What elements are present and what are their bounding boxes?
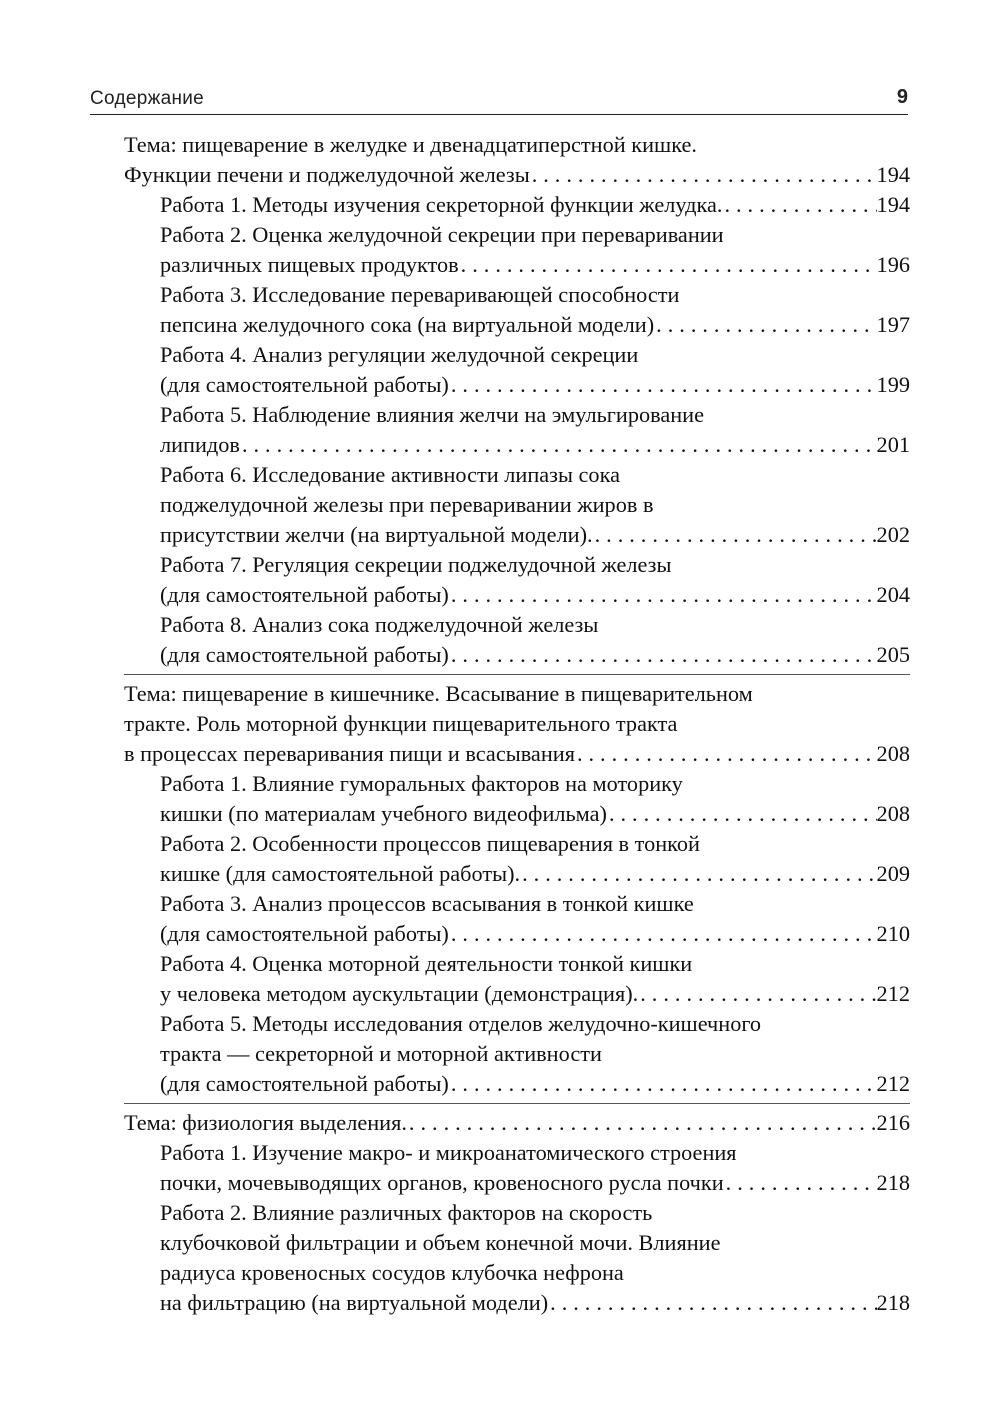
dot-leader [520,859,876,889]
dot-leader [724,1168,877,1198]
toc-entry-leader-row [160,859,910,889]
toc-entry-leader-row [124,739,910,769]
dot-leader [459,250,877,280]
toc-work-entry [124,190,910,220]
toc-entry-line: Работа 5. Наблюдение влияния желчи на эмульгирование [160,402,705,427]
toc-page-number: 216 [876,1110,910,1135]
toc-section [124,679,910,1104]
toc-entry-line: Работа 2. Влияние различных факторов на скорость [160,1200,653,1225]
dot-leader [638,979,876,1009]
toc-entry-line: в процессах переваривания пищи и всасывания [124,741,575,766]
toc-entry-line: Работа 1. Влияние гуморальных факторов на моторику [160,771,683,796]
toc-entry-line: Работа 3. Анализ процессов всасывания в тонкой кишке [160,891,694,916]
toc-page-number: 212 [876,981,910,1006]
toc-entry-leader-row [160,370,910,400]
toc-entry-line: у человека методом аускультации (демонстрация). [160,981,639,1006]
toc-work-entry [124,1138,910,1198]
toc-entry-line: (для самостоятельной работы) [160,372,449,397]
toc-entry-line: Работа 2. Особенности процессов пищеварения в тонкой [160,831,700,856]
toc-entry-leader-row [160,1168,910,1198]
toc-entry-line: Работа 3. Исследование переваривающей способности [160,282,680,307]
toc-topic-entry [124,130,910,190]
toc-entry-leader-row [160,979,910,1009]
toc-entry-line: (для самостоятельной работы) [160,642,449,667]
toc-work-entry [124,280,910,340]
dot-leader [240,430,877,460]
toc-section [124,1108,910,1322]
toc-entry-line: на фильтрацию (на виртуальной модели) [160,1290,549,1315]
toc-work-entry [124,1198,910,1318]
toc-work-entry [124,949,910,1009]
page-number: 9 [896,86,908,108]
dot-leader [407,1108,877,1138]
toc-entry-leader-row [124,1108,910,1138]
toc-entry-line: Работа 6. Исследование активности липазы сока [160,462,620,487]
toc-work-entry [124,1009,910,1099]
toc-entry-line: кишки (по материалам учебного видеофильма) [160,801,607,826]
toc-entry-line: (для самостоятельной работы) [160,921,449,946]
toc-entry-line: Работа 4. Оценка моторной деятельности тонкой кишки [160,951,693,976]
toc-work-entry [124,400,910,460]
toc-entry-line: Тема: пищеварение в кишечнике. Всасывание в пищеварительном [124,681,753,706]
toc-entry-leader-row [160,310,910,340]
dot-leader [449,1069,877,1099]
table-of-contents [124,130,910,1326]
toc-work-entry [124,829,910,889]
toc-page-number: 218 [876,1290,910,1315]
toc-entry-line: Работа 1. Методы изучения секреторной функции желудка. [160,192,723,217]
toc-work-entry [124,889,910,949]
toc-entry-leader-row [160,919,910,949]
toc-entry-line: (для самостоятельной работы) [160,582,449,607]
toc-entry-leader-row [160,799,910,829]
toc-entry-line: Работа 8. Анализ сока поджелудочной железы [160,612,599,637]
running-header [90,86,908,115]
toc-entry-line: Работа 5. Методы исследования отделов желудочно-кишечного [160,1011,762,1036]
dot-leader [722,190,876,220]
toc-entry-leader-row [160,1069,910,1099]
toc-entry-leader-row [160,520,910,550]
toc-entry-line: радиуса кровеносных сосудов клубочка нефрона [160,1260,624,1285]
toc-work-entry [124,220,910,280]
toc-page-number: 196 [876,252,910,277]
toc-entry-line: (для самостоятельной работы) [160,1071,449,1096]
toc-entry-line: почки, мочевыводящих органов, кровеносного русла почки [160,1170,724,1195]
toc-page-number: 194 [876,162,910,187]
dot-leader [530,160,877,190]
toc-page-number: 199 [876,372,910,397]
toc-topic-entry [124,1108,910,1138]
toc-entry-leader-row [160,580,910,610]
header-title: Содержание [90,88,205,109]
toc-entry-line: поджелудочной железы при переваривании жиров в [160,492,654,517]
toc-entry-line: Работа 2. Оценка желудочной секреции при переваривании [160,222,724,247]
toc-entry-line: пепсина желудочного сока (на виртуальной модели) [160,312,655,337]
toc-entry-line: Работа 7. Регуляция секреции поджелудочной железы [160,552,672,577]
dot-leader [575,739,877,769]
toc-entry-line: кишке (для самостоятельной работы). [160,861,521,886]
dot-leader [607,799,877,829]
toc-entry-line: Работа 1. Изучение макро- и микроанатомического строения [160,1140,737,1165]
toc-entry-line: клубочковой фильтрации и объем конечной мочи. Влияние [160,1230,721,1255]
dot-leader [654,310,876,340]
toc-page-number: 202 [876,522,910,547]
toc-page-number: 218 [876,1170,910,1195]
dot-leader [449,640,877,670]
dot-leader [593,520,877,550]
toc-entry-line: тракта — секреторной и моторной активности [160,1041,602,1066]
toc-work-entry [124,610,910,670]
toc-entry-leader-row [160,250,910,280]
toc-entry-leader-row [160,1288,910,1318]
toc-page-number: 208 [876,801,910,826]
toc-entry-line: присутствии желчи (на виртуальной модели). [160,522,593,547]
toc-entry-line: липидов [160,432,240,457]
toc-page-number: 210 [876,921,910,946]
toc-topic-entry [124,679,910,769]
toc-entry-leader-row [124,160,910,190]
toc-page-number: 209 [876,861,910,886]
toc-entry-leader-row [160,430,910,460]
toc-page-number: 208 [876,741,910,766]
toc-section [124,130,910,675]
toc-entry-line: различных пищевых продуктов [160,252,459,277]
toc-entry-leader-row [160,190,910,220]
dot-leader [449,919,877,949]
toc-page-number: 197 [876,312,910,337]
toc-work-entry [124,550,910,610]
toc-work-entry [124,340,910,400]
dot-leader [548,1288,876,1318]
toc-page-number: 205 [876,642,910,667]
toc-entry-line: Функции печени и поджелудочной железы [124,162,530,187]
toc-work-entry [124,769,910,829]
dot-leader [449,370,877,400]
toc-page-number: 194 [876,192,910,217]
toc-entry-line: тракте. Роль моторной функции пищеварительного тракта [124,711,678,736]
dot-leader [449,580,877,610]
toc-work-entry [124,460,910,550]
toc-page-number: 212 [876,1071,910,1096]
toc-entry-leader-row [160,640,910,670]
toc-entry-line: Тема: физиология выделения. [124,1110,407,1135]
toc-page-number: 204 [876,582,910,607]
toc-entry-line: Работа 4. Анализ регуляции желудочной секреции [160,342,639,367]
toc-entry-line: Тема: пищеварение в желудке и двенадцатиперстной кишке. [124,132,697,157]
toc-page-number: 201 [876,432,910,457]
